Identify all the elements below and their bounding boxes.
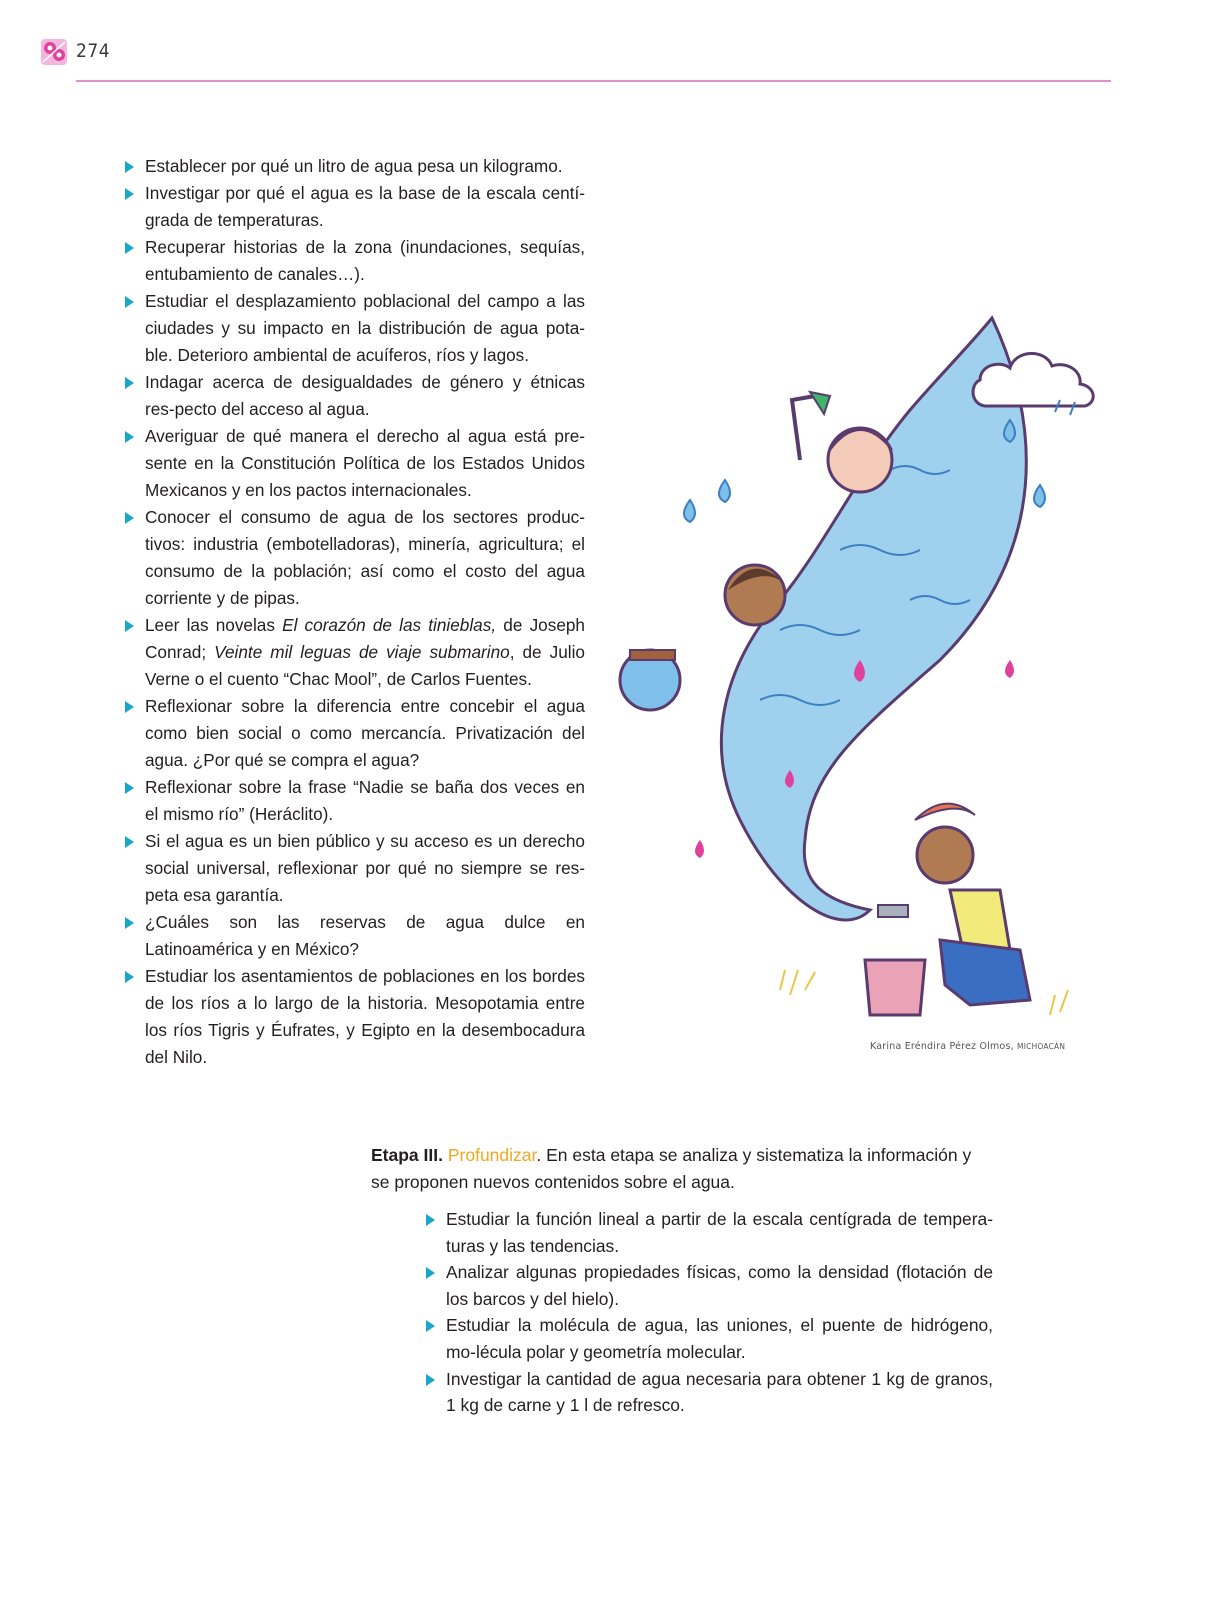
bullet-text: Averiguar de qué manera el derecho al agua está pre-sente en la Constitución Política de los Estados Unidos Mexicanos y en los pactos internacionales. [145,426,585,500]
bullet-text: Conocer el consumo de agua de los sectores produc-tivos: industria (embotelladoras), minería, agricultura; el consumo de la población; así como el costo del agua corriente y de pipas. [145,507,585,608]
water-illustration [610,300,1110,1040]
bullet-text: Estudiar el desplazamiento poblacional del campo a las ciudades y su impacto en la distribución de agua pota-ble. Deterioro ambiental de acuíferos, ríos y lagos. [145,291,585,365]
bullet-arrow-icon [125,512,134,524]
bullet-item [125,909,585,963]
bullet-arrow-icon [125,701,134,713]
activity-list-1 [125,153,585,1071]
bullet-arrow-icon [125,188,134,200]
bullet-item [125,369,585,423]
page-number: 274 [76,40,111,62]
book-title: Veinte mil leguas de viaje submarino [214,642,510,662]
stage-title: Profundizar [447,1144,537,1165]
credit-name: Karina Eréndira Pérez Olmos, [870,1041,1014,1052]
bullet-arrow-icon [125,971,134,983]
stage-label: Etapa III [371,1144,439,1165]
bullet-text: Reflexionar sobre la frase “Nadie se baña dos veces en el mismo río” (Heráclito). [145,777,585,824]
bullet-text: Estudiar la función lineal a partir de la escala centígrada de tempera-turas y las tendencias. [446,1209,993,1256]
bullet-item [125,153,585,180]
bullet-arrow-icon [125,161,134,173]
stage-paragraph [371,1142,991,1196]
bullet-text: Leer las novelas [145,615,283,635]
bullet-arrow-icon [426,1374,435,1386]
bullet-text: ¿Cuáles son las reservas de agua dulce en Latinoamérica y en México? [145,912,585,959]
bullet-arrow-icon [426,1214,435,1226]
bullet-text: Reflexionar sobre la diferencia entre concebir el agua como bien social o como mercancía. Privatización del agua. ¿Por qué se compra el agua? [145,696,585,770]
book-title: El corazón de las tinieblas, [282,615,497,635]
bullet-text: Recuperar historias de la zona (inundaciones, sequías, entubamiento de canales…). [145,237,585,284]
bullet-item [125,504,585,612]
bullet-text: Analizar algunas propiedades físicas, como la densidad (flotación de los barcos y del hielo). [446,1262,993,1309]
bullet-item [426,1366,993,1419]
bullet-arrow-icon [125,296,134,308]
stage-dot: . [438,1144,443,1165]
stage-text: . En esta etapa se analiza y sistematiza la información y se proponen nuevos contenidos sobre el agua. [371,1144,972,1192]
bullet-item [125,180,585,234]
bullet-text: Indagar acerca de desigualdades de género y étnicas res-pecto del acceso al agua. [145,372,585,419]
bullet-text: Si el agua es un bien público y su acceso es un derecho social universal, reflexionar por qué no siempre se res-peta esa garantía. [145,831,585,905]
bullet-arrow-icon [125,377,134,389]
header-rule [76,80,1111,82]
bullet-arrow-icon [125,836,134,848]
bullet-text: Estudiar la molécula de agua, las uniones, el puente de hidrógeno, mo-lécula polar y geometría molecular. [446,1315,993,1362]
illustration-credit [870,1041,1065,1052]
bullet-arrow-icon [125,431,134,443]
bullet-arrow-icon [125,782,134,794]
bullet-item [426,1312,993,1365]
bullet-text: Estudiar los asentamientos de poblaciones en los bordes de los ríos a lo largo de la historia. Mesopotamia entre los ríos Tigris y Éufrates, y Egipto en la desembocadura del Nilo. [145,966,585,1067]
bullet-text: de Joseph Conrad; [145,615,585,662]
bullet-text: Investigar por qué el agua es la base de la escala centí-grada de temperaturas. [145,183,585,230]
bullet-item [125,288,585,369]
bullet-item [426,1206,993,1259]
bullet-item [125,828,585,909]
bullet-item [125,423,585,504]
bullet-text: Investigar la cantidad de agua necesaria para obtener 1 kg de granos, 1 kg de carne y 1 l de refresco. [446,1368,993,1416]
bullet-arrow-icon [125,620,134,632]
bullet-item [125,612,585,693]
bullet-item [125,774,585,828]
bullet-arrow-icon [426,1320,435,1332]
bullet-item [125,963,585,1071]
credit-state: MICHOACÁN [1017,1042,1066,1051]
bullet-arrow-icon [426,1267,435,1279]
page-header [40,38,1080,84]
activity-list-2 [426,1206,993,1419]
bullet-text: Establecer por qué un litro de agua pesa un kilogramo. [145,156,563,176]
bullet-item [426,1259,993,1312]
bullet-arrow-icon [125,242,134,254]
bullet-item [125,693,585,774]
bullet-item [125,234,585,288]
decorative-logo-icon [40,38,68,66]
bullet-text: , de Julio Verne o el cuento “Chac Mool”, de Carlos Fuentes. [145,642,585,689]
bullet-arrow-icon [125,917,134,929]
